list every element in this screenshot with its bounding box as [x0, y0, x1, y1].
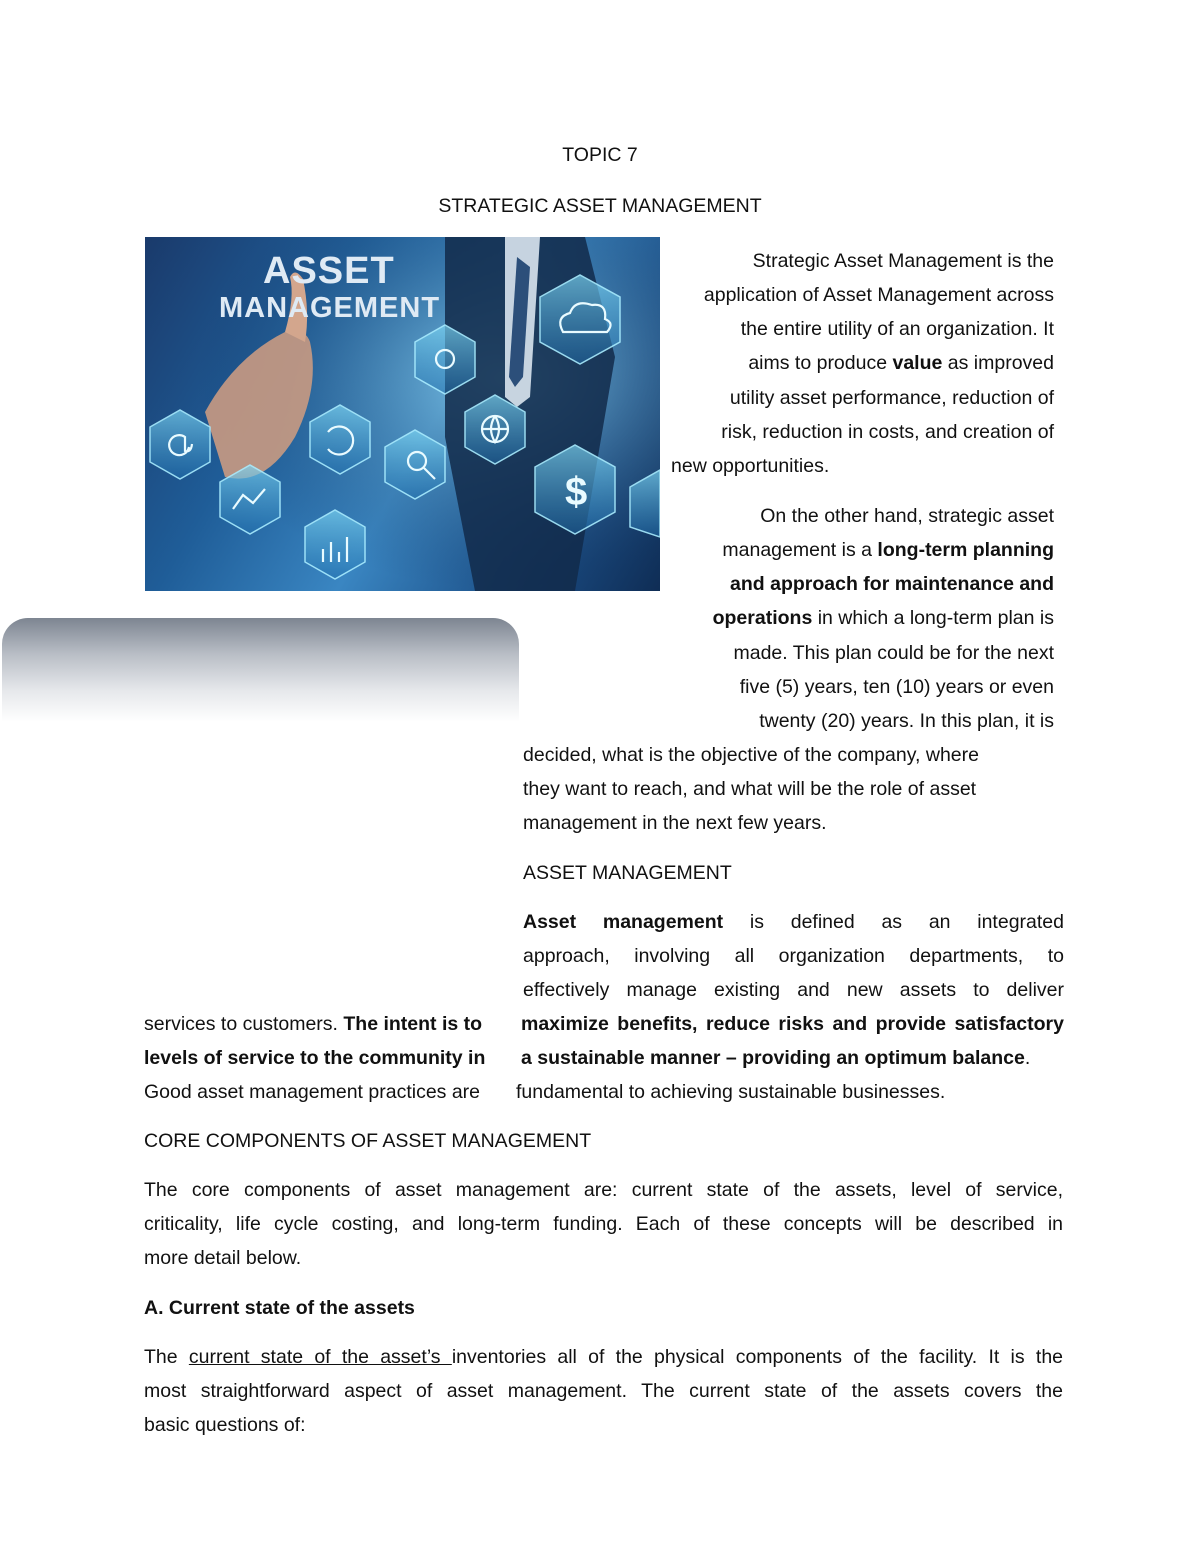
intro-line-2: application of Asset Management across: [703, 284, 1054, 306]
image-caption-asset: ASSET: [263, 250, 395, 292]
para2-line-6: five (5) years, ten (10) years or even: [739, 676, 1054, 698]
topic-label: TOPIC 7: [562, 144, 638, 166]
image-reflection: [2, 618, 519, 722]
core-line-2: criticality, life cycle costing, and long-term funding. Each of these concepts will be described in: [144, 1213, 1063, 1235]
section-a-line-3: basic questions of:: [144, 1414, 306, 1436]
asset-mgmt-line-2: approach, involving all organization departments, to: [523, 945, 1064, 967]
para2-line-3: and approach for maintenance and: [730, 573, 1054, 595]
para2-line-5: made. This plan could be for the next: [733, 642, 1054, 664]
para2-line-7: twenty (20) years. In this plan, it is: [759, 710, 1054, 732]
para2-line-10: management in the next few years.: [523, 812, 827, 834]
core-line-1: The core components of asset management are: current state of the assets, level of service,: [144, 1179, 1063, 1201]
para2-line-4: operations in which a long-term plan is: [712, 607, 1054, 629]
intro-line-6: risk, reduction in costs, and creation of: [721, 421, 1054, 443]
asset-mgmt-line-4-right: maximize benefits, reduce risks and provide satisfactory: [521, 1013, 1064, 1035]
image-caption-management: MANAGEMENT: [219, 292, 441, 324]
para2-line-1: On the other hand, strategic asset: [760, 505, 1054, 527]
asset-mgmt-line-6-left: Good asset management practices are: [144, 1081, 481, 1103]
section-a-line-1: The current state of the asset’s inventories all of the physical components of the facility. It is the: [144, 1346, 1064, 1368]
asset-management-heading: ASSET MANAGEMENT: [523, 862, 732, 884]
core-components-heading: CORE COMPONENTS OF ASSET MANAGEMENT: [144, 1130, 592, 1152]
asset-mgmt-line-4-left: services to customers. The intent is to: [144, 1013, 483, 1035]
intro-line-3: the entire utility of an organization. It: [740, 318, 1054, 340]
intro-line-7: new opportunities.: [671, 455, 830, 477]
intro-line-5: utility asset performance, reduction of: [729, 387, 1054, 409]
asset-mgmt-line-6-right: fundamental to achieving sustainable businesses.: [516, 1081, 946, 1103]
intro-line-1: Strategic Asset Management is the: [752, 250, 1054, 272]
section-a-line-2: most straightforward aspect of asset management. The current state of the assets covers the: [144, 1380, 1063, 1402]
section-a-heading: A. Current state of the assets: [144, 1297, 415, 1319]
page-title: STRATEGIC ASSET MANAGEMENT: [438, 195, 762, 217]
intro-line-4: aims to produce value as improved: [748, 352, 1054, 374]
para2-line-2: management is a long-term planning: [722, 539, 1054, 561]
para2-line-8: decided, what is the objective of the company, where: [523, 744, 979, 766]
dollar-icon: $: [565, 470, 588, 514]
asset-mgmt-line-5-left: levels of service to the community in: [144, 1047, 486, 1069]
para2-line-9: they want to reach, and what will be the role of asset: [523, 778, 977, 800]
core-line-3: more detail below.: [144, 1247, 302, 1269]
asset-mgmt-line-5-right: a sustainable manner – providing an optimum balance.: [521, 1047, 1031, 1069]
asset-mgmt-line-1: Asset management is defined as an integrated: [523, 911, 1064, 933]
asset-management-image: [145, 237, 660, 591]
asset-mgmt-line-3: effectively manage existing and new assets to deliver: [523, 979, 1064, 1001]
